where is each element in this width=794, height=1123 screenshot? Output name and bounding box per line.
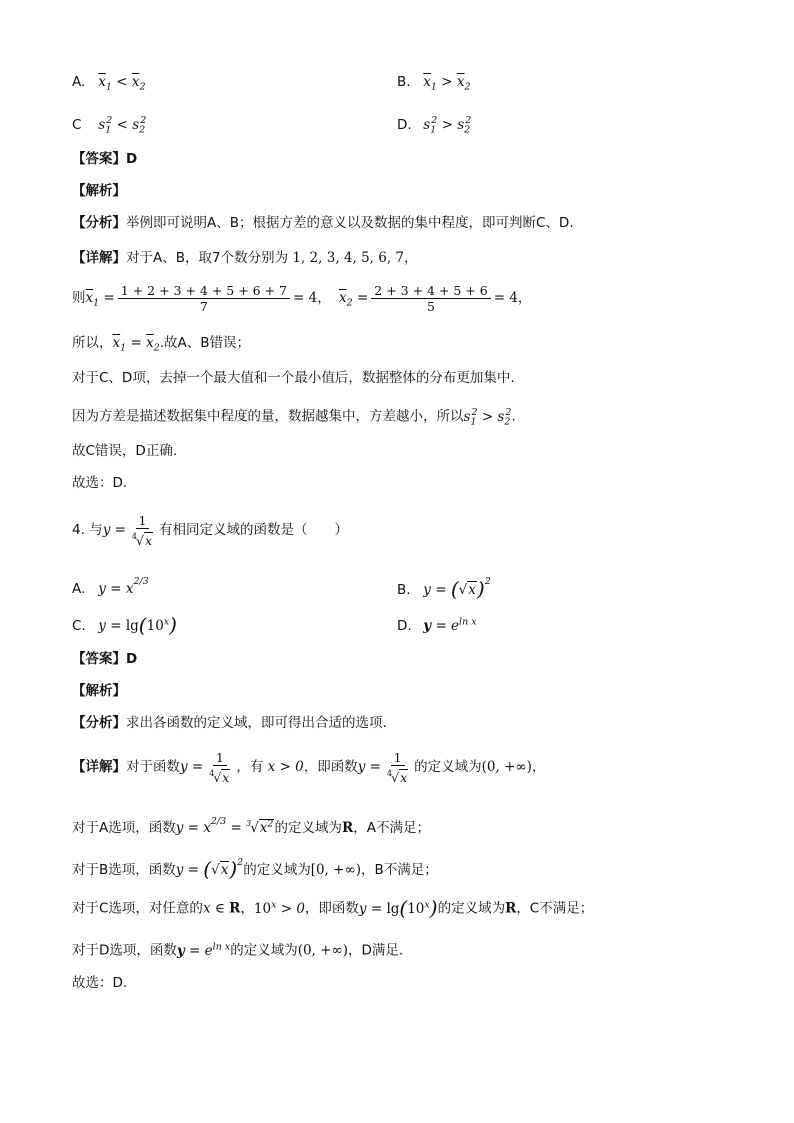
formula: $\overline{x}_1 > \overline{x}_2$ xyxy=(423,74,471,93)
fraction: $\frac{1 + 2 + 3 + 4 + 5 + 6 + 7}{7}$ xyxy=(118,283,290,314)
q4-answer: 【答案】D xyxy=(72,651,138,667)
q3-conclusion-ab: 所以，$\overline{x}_1 = \overline{x}_2$.故A、B错误； xyxy=(72,335,251,354)
q4-choose: 故选：D. xyxy=(72,975,128,991)
formula: $s_1^2 > s_2^2$ xyxy=(423,115,472,136)
formula: $y = \lg(10^x)$ xyxy=(98,612,177,637)
q3-option-b: B. $\overline{x}_1 > \overline{x}_2$ xyxy=(397,74,471,93)
q3-line-c-wrong: 故C错误，D正确. xyxy=(72,443,178,459)
q3-option-a: A. $\overline{x}_1 < \overline{x}_2$ xyxy=(72,74,146,93)
fraction: $\frac{1}{^4√x}$ xyxy=(387,749,408,785)
q4-option-c: C. $y = \lg(10^x)$ xyxy=(72,612,177,637)
fraction: $\frac{1}{^4√x}$ xyxy=(209,749,230,785)
q3-mean-computation: 则$\overline{x}_1$ = $\frac{1 + 2 + 3 + 4 + 5 + 6 + 7}{7}$ = 4， $\overline{x}_2$ = $\frac{2 + 3 + 4 + 5 + 6}{5}$ = 4， xyxy=(72,282,532,314)
q4-option-d: D. $y = e^{ln x}$ xyxy=(397,616,477,634)
formula: $\overline{x}_1 < \overline{x}_2$ xyxy=(98,74,146,93)
q3-line-variance: 因为方差是描述数据集中程度的量，数据越集中，方差越小，所以$s_1^2 > s_2^2$. xyxy=(72,407,516,428)
q4-option-c-detail: 对于C选项，对任意的x ∈ R，$10^x > 0$，即函数$y = \lg(10^x)$的定义域为R，C不满足； xyxy=(72,895,594,920)
formula: $y = e^{ln x}$ xyxy=(423,616,477,634)
q3-option-c: C $s_1^2 < s_2^2$ xyxy=(72,115,147,136)
q3-xiangjie: 【详解】对于A、B，取7个数分别为 1, 2, 3, 4, 5, 6, 7， xyxy=(72,250,418,266)
q3-analysis-heading: 【解析】 xyxy=(72,183,126,199)
q4-option-a: A. $y = x^{2/3}$ xyxy=(72,576,149,597)
formula: $y = (√x)^2$ xyxy=(423,576,491,601)
fraction: $\frac{1}{^4√x}$ xyxy=(131,512,153,548)
q4-option-a-detail: 对于A选项，函数$y = x^{2/3} = ^3√x^2$的定义域为R，A不满足； xyxy=(72,816,430,836)
q4-option-b-detail: 对于B选项，函数$y = (√x)^2$的定义域为[0, +∞)，B不满足； xyxy=(72,857,438,881)
q3-answer: 【答案】D xyxy=(72,151,138,167)
q4-option-d-detail: 对于D选项，函数$y = e^{ln x}$的定义域为(0, +∞)，D满足. xyxy=(72,941,404,959)
formula: $s_1^2 < s_2^2$ xyxy=(98,115,147,136)
fraction: $\frac{2 + 3 + 4 + 5 + 6}{5}$ xyxy=(371,283,490,314)
q3-fenxi: 【分析】举例即可说明A、B；根据方差的意义以及数据的集中程度，即可判断C、D. xyxy=(72,215,574,231)
q4-stem: 4. 与y = $\frac{1}{^4√x}$ 有相同定义域的函数是（ ） xyxy=(72,512,349,548)
q4-fenxi: 【分析】求出各函数的定义域，即可得出合适的选项. xyxy=(72,715,387,731)
formula: $y = x^{2/3}$ xyxy=(98,576,149,597)
q4-analysis-heading: 【解析】 xyxy=(72,683,126,699)
q3-option-d: D. $s_1^2 > s_2^2$ xyxy=(397,115,472,136)
q3-choose: 故选：D. xyxy=(72,475,128,491)
q3-line-cd: 对于C、D项，去掉一个最大值和一个最小值后，数据整体的分布更加集中. xyxy=(72,370,515,386)
q4-xiangjie: 【详解】对于函数y = $\frac{1}{^4√x}$ ，有 x > 0，即函数y = $\frac{1}{^4√x}$ 的定义域为(0, +∞)， xyxy=(72,749,546,785)
q4-option-b: B. $y = (√x)^2$ xyxy=(397,576,491,601)
